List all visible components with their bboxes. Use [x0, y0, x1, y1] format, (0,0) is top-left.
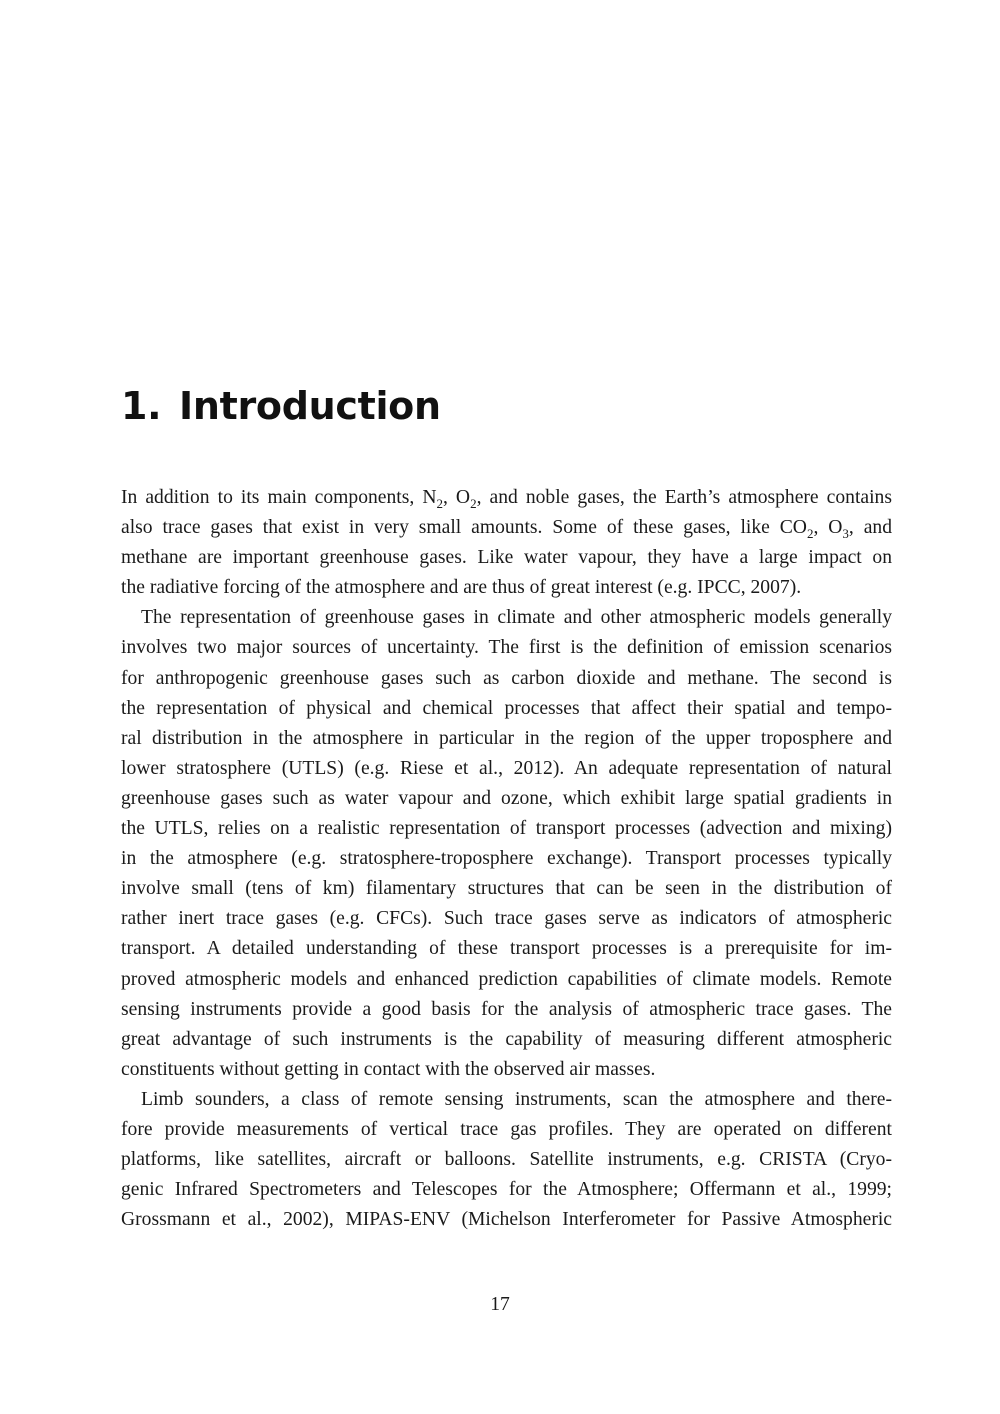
- text-line: platforms, like satellites, aircraft or balloons. Satellite instruments, e.g. CRISTA (Cryo-: [121, 1149, 892, 1171]
- body-text: [121, 483, 892, 1235]
- paragraph: [121, 1085, 892, 1235]
- subscript: 2: [436, 496, 443, 511]
- text-line: the representation of physical and chemical processes that affect their spatial and tempo-: [121, 697, 892, 719]
- text-line: Grossmann et al., 2002), MIPAS-ENV (Michelson Interferometer for Passive Atmospheric: [121, 1209, 892, 1231]
- text-line: Limb sounders, a class of remote sensing instruments, scan the atmosphere and there-: [141, 1088, 892, 1110]
- chapter-heading: [121, 381, 441, 431]
- text-line: methane are important greenhouse gases. Like water vapour, they have a large impact on: [121, 547, 892, 569]
- text-line: great advantage of such instruments is the capability of measuring different atmospheric: [121, 1028, 892, 1050]
- text-line: lower stratosphere (UTLS) (e.g. Riese et al., 2012). An adequate representation of natural: [121, 757, 892, 779]
- text-line: genic Infrared Spectrometers and Telescopes for the Atmosphere; Offermann et al., 1999;: [121, 1179, 892, 1201]
- subscript: 2: [806, 526, 814, 542]
- text-line: transport. A detailed understanding of these transport processes is a prerequisite for im-: [121, 938, 892, 960]
- text-line: ral distribution in the atmosphere in particular in the region of the upper troposphere and: [121, 727, 892, 749]
- text-line: fore provide measurements of vertical trace gas profiles. They are operated on different: [121, 1118, 892, 1140]
- text-line: The representation of greenhouse gases in climate and other atmospheric models generally: [141, 607, 892, 629]
- text-line: proved atmospheric models and enhanced prediction capabilities of climate models. Remote: [121, 968, 892, 990]
- text-line: involves two major sources of uncertainty. The first is the definition of emission scenarios: [121, 637, 892, 659]
- text-line: in the atmosphere (e.g. stratosphere-troposphere exchange). Transport processes typically: [121, 848, 892, 870]
- text-line: constituents without getting in contact with the observed air masses.: [121, 1058, 656, 1080]
- text-line: In addition to its main components, $N_2$, $O_2$, and noble gases, the Earth’s atmosphere contains: [121, 487, 892, 511]
- paragraph: [121, 603, 892, 1085]
- text-line: involve small (tens of km) filamentary structures that can be seen in the distribution of: [121, 878, 892, 900]
- text-line: the radiative forcing of the atmosphere and are thus of great interest (e.g. IPCC, 2007).: [121, 577, 802, 599]
- text-line: rather inert trace gases (e.g. CFCs). Such trace gases serve as indicators of atmospheric: [121, 908, 892, 930]
- text-line: sensing instruments provide a good basis for the analysis of atmospheric trace gases. The: [121, 998, 892, 1020]
- text-line: greenhouse gases such as water vapour and ozone, which exhibit large spatial gradients in: [121, 787, 892, 809]
- subscript: 3: [842, 526, 849, 542]
- page-number: 17: [490, 1294, 510, 1315]
- text-line: also trace gases that exist in very small amounts. Some of these gases, like $CO_2$, $O_3$, and: [121, 517, 892, 542]
- text-line: for anthropogenic greenhouse gases such as carbon dioxide and methane. The second is: [121, 667, 892, 689]
- chapter-title: Introduction: [179, 384, 441, 428]
- text-line: the UTLS, relies on a realistic representation of transport processes (advection and mixing): [121, 818, 892, 840]
- paragraph: [121, 483, 892, 603]
- subscript: 2: [470, 496, 477, 511]
- chapter-number: 1.: [121, 384, 162, 428]
